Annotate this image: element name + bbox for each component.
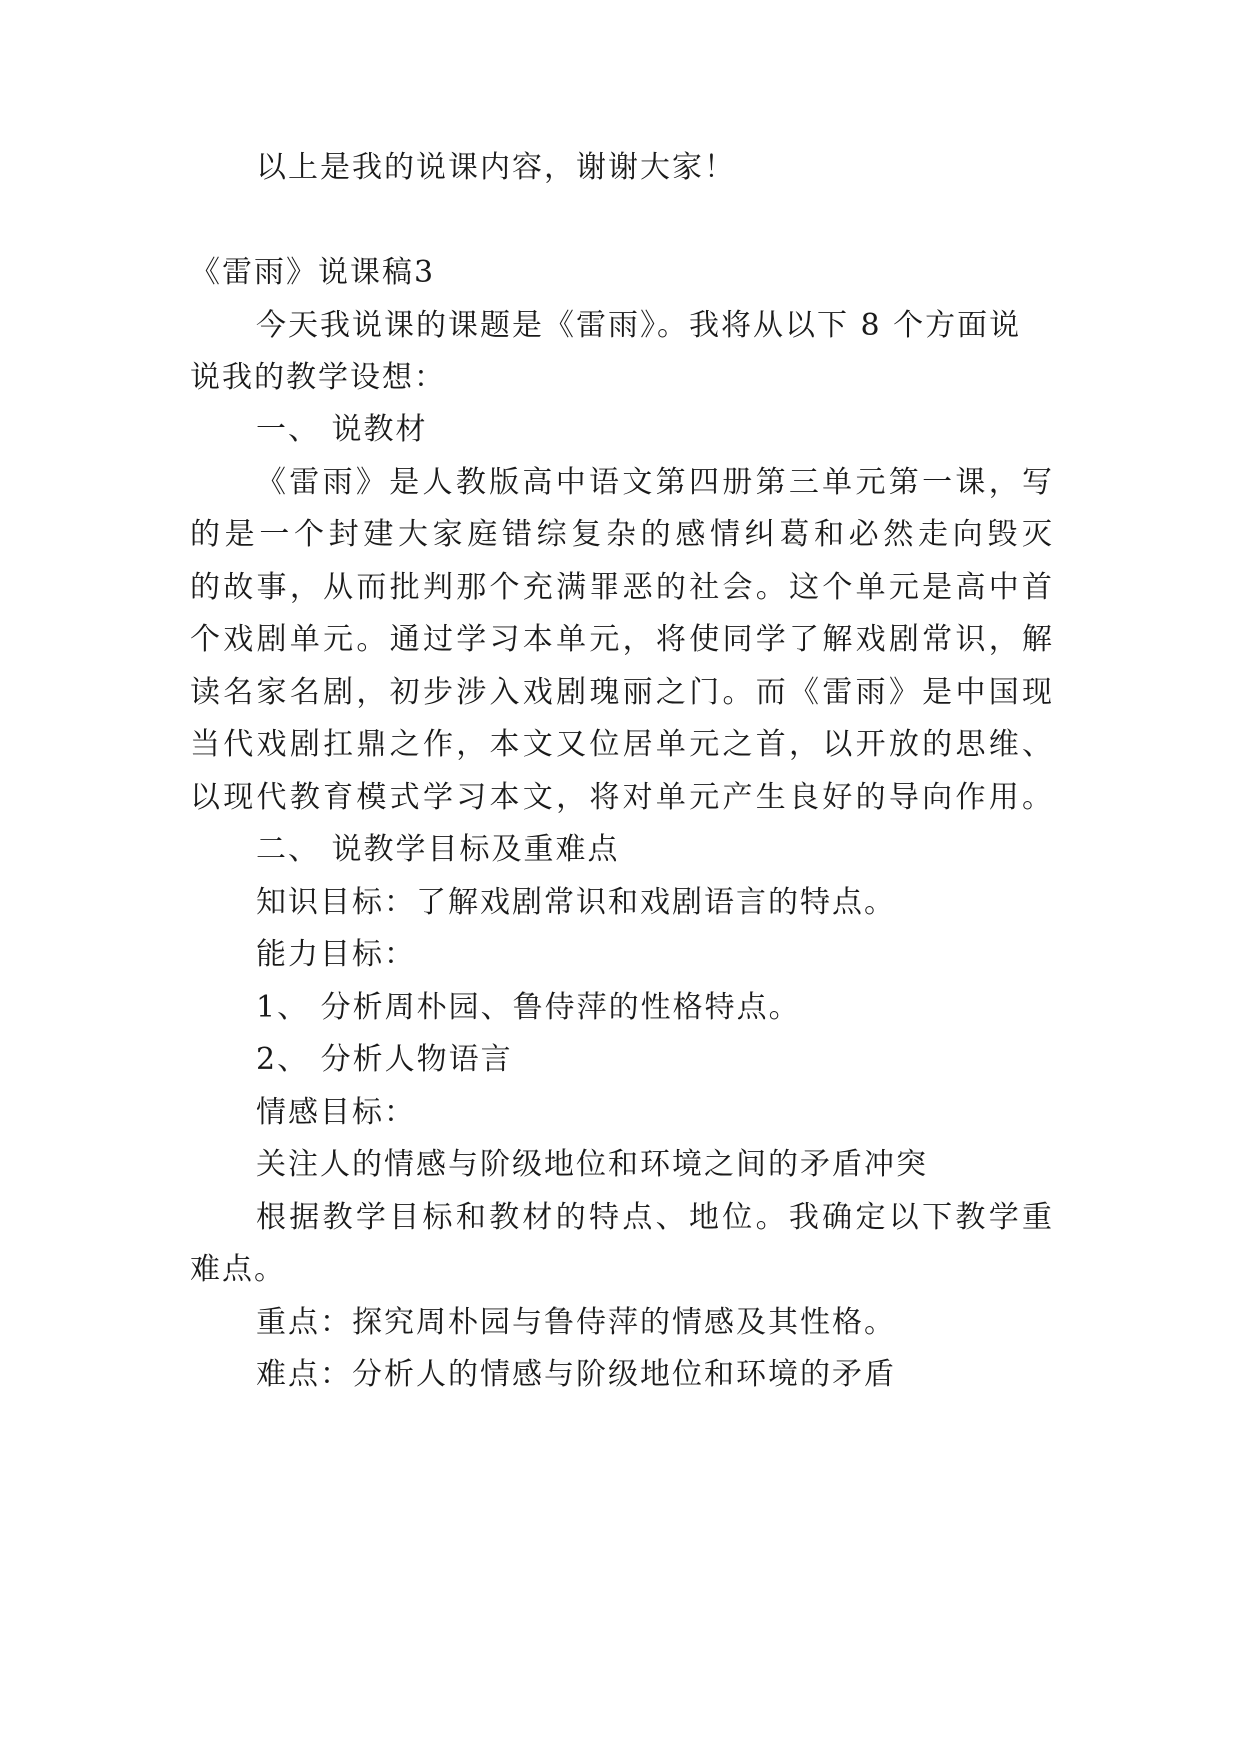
section1-line-7: 以现代教育模式学习本文，将对单元产生良好的导向作用。 (190, 780, 1054, 815)
difficult-point: 难点：分析人的情感与阶级地位和环境的矛盾 (256, 1357, 896, 1392)
basis-line-2: 难点。 (190, 1252, 286, 1287)
intro-line-2: 说我的教学设想： (190, 360, 446, 395)
closing-line: 以上是我的说课内容，谢谢大家！ (256, 150, 736, 185)
ability-goal-label: 能力目标： (256, 937, 416, 972)
ability-goal-2: 2、 分析人物语言 (256, 1042, 513, 1077)
emotion-goal-label: 情感目标： (256, 1095, 416, 1130)
key-point: 重点：探究周朴园与鲁侍萍的情感及其性格。 (256, 1305, 896, 1340)
section1-heading: 一、 说教材 (256, 412, 428, 447)
basis-line-1: 根据教学目标和教材的特点、地位。我确定以下教学重 (256, 1200, 1054, 1235)
section1-line-5: 读名家名剧，初步涉入戏剧瑰丽之门。而《雷雨》是中国现 (190, 675, 1054, 710)
intro-line-1: 今天我说课的课题是《雷雨》。我将从以下 8 个方面说 (256, 308, 1022, 343)
section1-line-3: 的故事，从而批判那个充满罪恶的社会。这个单元是高中首 (190, 570, 1054, 605)
section1-line-6: 当代戏剧扛鼎之作，本文又位居单元之首，以开放的思维、 (190, 727, 1054, 762)
ability-goal-1: 1、 分析周朴园、鲁侍萍的性格特点。 (256, 990, 801, 1025)
emotion-goal: 关注人的情感与阶级地位和环境之间的矛盾冲突 (256, 1147, 928, 1182)
section2-heading: 二、 说教学目标及重难点 (256, 832, 620, 867)
document-title: 《雷雨》说课稿3 (190, 255, 436, 290)
section1-line-2: 的是一个封建大家庭错综复杂的感情纠葛和必然走向毁灭 (190, 517, 1054, 552)
section1-line-1: 《雷雨》是人教版高中语文第四册第三单元第一课，写 (256, 465, 1054, 500)
knowledge-goal: 知识目标：了解戏剧常识和戏剧语言的特点。 (256, 885, 896, 920)
section1-line-4: 个戏剧单元。通过学习本单元，将使同学了解戏剧常识，解 (190, 622, 1054, 657)
